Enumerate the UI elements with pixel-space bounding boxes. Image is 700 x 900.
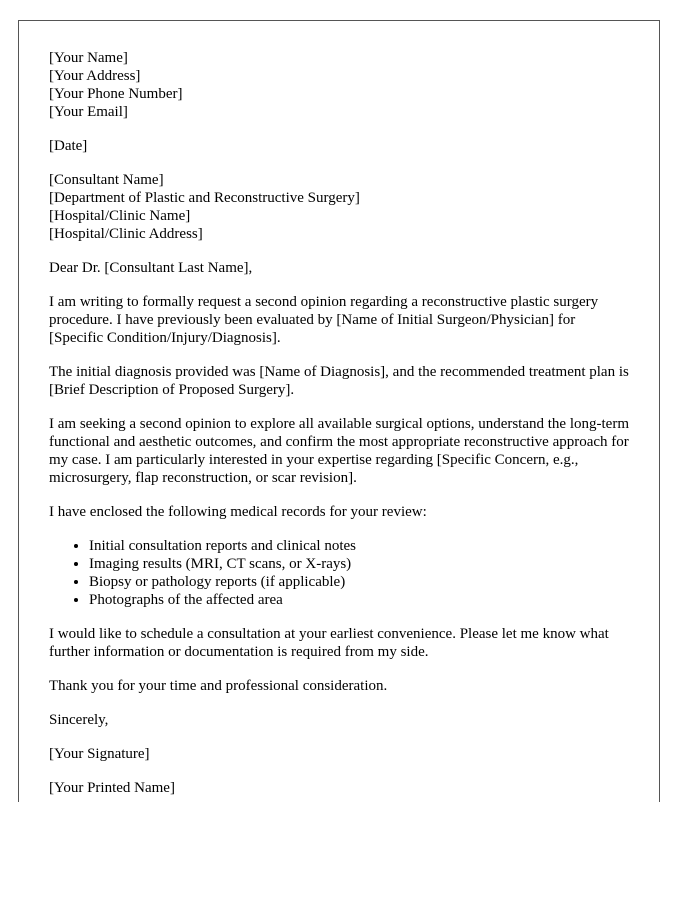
- paragraph-purpose: I am seeking a second opinion to explore all available surgical options, understand the long-term functional and aesthetic outcomes, and confirm the most appropriate reconstructive approach for my case. I am particularly interested in your expertise regarding [Specific Concern, e.g., microsurgery, flap reconstruction, or scar revision].: [49, 416, 629, 486]
- paragraph-enclosed: I have enclosed the following medical records for your review:: [49, 504, 427, 520]
- sender-address: [Your Address]: [49, 68, 141, 84]
- closing: Sincerely,: [49, 712, 109, 728]
- sender-email: [Your Email]: [49, 104, 128, 120]
- recipient-hospital: [Hospital/Clinic Name]: [49, 208, 191, 224]
- salutation: Dear Dr. [Consultant Last Name],: [49, 260, 253, 276]
- recipient-name: [Consultant Name]: [49, 172, 164, 188]
- date-block: [49, 137, 629, 155]
- sender-name: [Your Name]: [49, 50, 128, 66]
- paragraph-diagnosis: The initial diagnosis provided was [Name of Diagnosis], and the recommended treatment plan is [Brief Description of Proposed Surgery].: [49, 364, 629, 398]
- recipient-block: [49, 171, 629, 243]
- sender-block: [49, 49, 629, 121]
- recipient-address: [Hospital/Clinic Address]: [49, 226, 203, 242]
- sender-phone: [Your Phone Number]: [49, 86, 183, 102]
- printed-name: [Your Printed Name]: [49, 780, 175, 796]
- list-item: • Imaging results (MRI, CT scans, or X-rays): [89, 555, 629, 573]
- list-item: • Biopsy or pathology reports (if applicable): [89, 573, 629, 591]
- letter-page: [18, 20, 660, 802]
- list-item: • Initial consultation reports and clinical notes: [89, 537, 629, 555]
- recipient-department: [Department of Plastic and Reconstructive Surgery]: [49, 190, 360, 206]
- paragraph-schedule: I would like to schedule a consultation at your earliest convenience. Please let me know what further information or documentation is required from my side.: [49, 626, 609, 660]
- records-list: [49, 537, 629, 609]
- letter-date: [Date]: [49, 138, 88, 154]
- paragraph-intro: I am writing to formally request a second opinion regarding a reconstructive plastic surgery procedure. I have previously been evaluated by [Name of Initial Surgeon/Physician] for [Specific Condition/Injury/Diagnosis].: [49, 294, 599, 346]
- signature: [Your Signature]: [49, 746, 150, 762]
- list-item: • Photographs of the affected area: [89, 591, 629, 609]
- paragraph-thanks: Thank you for your time and professional consideration.: [49, 678, 388, 694]
